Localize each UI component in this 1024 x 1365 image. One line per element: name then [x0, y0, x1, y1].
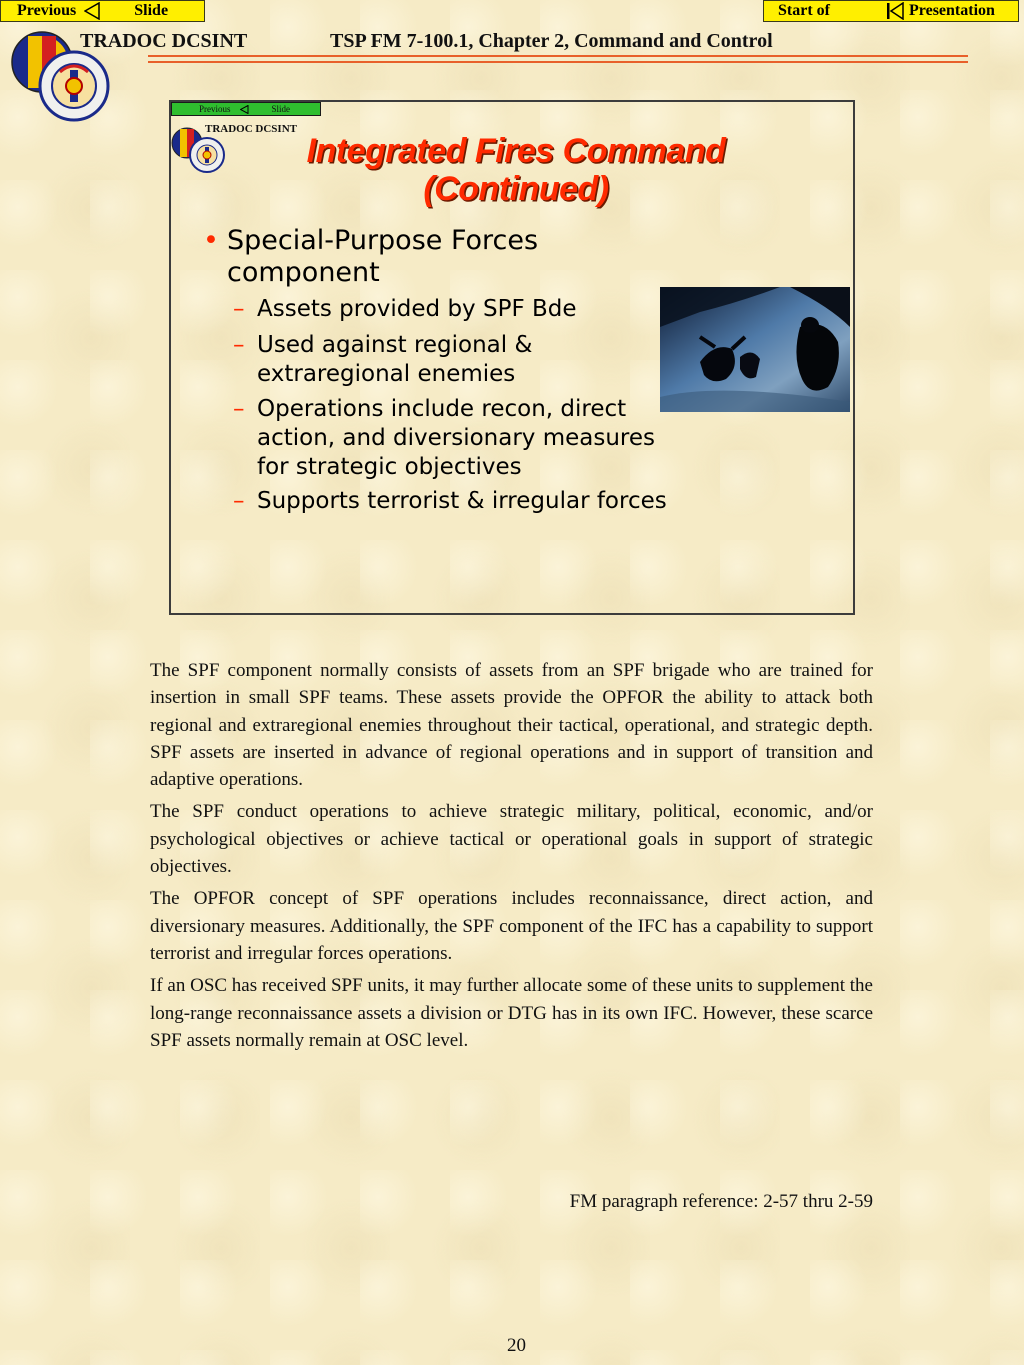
body-paragraph: If an OSC has received SPF units, it may further allocate some of these units to supplement the long-range reconnaissance assets a division or DTG has in its own IFC. However, these scarce SPF assets normally remain at OSC level.	[150, 975, 873, 1051]
sub-bullet	[233, 295, 593, 324]
slide-title	[211, 132, 821, 208]
fm-reference: FM paragraph reference: 2-57 thru 2-59	[569, 1191, 873, 1212]
body-paragraph: The SPF conduct operations to achieve strategic military, political, economic, and/or psychological objectives or achieve tactical or operational goals in support of strategic objectives.	[150, 801, 873, 878]
sub-bullet	[233, 395, 663, 482]
sub-bullet-text: Used against regional & extraregional enemies	[257, 332, 533, 387]
body-paragraph: The SPF component normally consists of assets from an SPF brigade who are trained for insertion in small SPF teams. These assets provide the OPFOR the ability to attack both regional and extraregional enemies throughout their tactical, operational, and strategic depth. SPF assets are inserted in advance of regional operations and in support of transition and adaptive operations.	[150, 660, 873, 791]
sub-bullet-text: Assets provided by SPF Bde	[257, 296, 577, 322]
sub-bullet-dash: –	[233, 296, 245, 322]
mini-triangle-left-icon	[240, 105, 249, 114]
skip-to-start-icon	[886, 2, 904, 20]
sub-bullet-dash: –	[233, 488, 245, 514]
slide-label: Slide	[134, 2, 169, 19]
header-doc-title: TSP FM 7-100.1, Chapter 2, Command and Control	[330, 30, 773, 52]
skydivers-photo	[660, 287, 850, 412]
slide-title-line2: (Continued)	[423, 170, 609, 208]
sub-bullet-dash: –	[233, 396, 245, 422]
start-of-presentation-button[interactable]	[763, 0, 1019, 22]
page-number: 20	[507, 1335, 526, 1356]
main-bullet-text: Special-Purpose Forces component	[227, 225, 539, 288]
sub-bullet-dash: –	[233, 332, 245, 358]
sub-bullet-text: Supports terrorist & irregular forces	[257, 488, 667, 514]
slide-org-label: TRADOC DCSINT	[205, 123, 297, 135]
presentation-label: Presentation	[909, 2, 995, 19]
mini-slide-label: Slide	[271, 104, 291, 114]
slide-panel	[169, 100, 855, 615]
header-divider	[148, 55, 968, 63]
previous-label: Previous	[17, 2, 77, 19]
triangle-left-icon	[84, 2, 100, 20]
main-bullet	[203, 225, 543, 289]
body-text	[150, 657, 873, 1059]
mini-nav-bar	[171, 102, 321, 116]
slide-title-line1: Integrated Fires Command	[306, 132, 726, 170]
previous-slide-button[interactable]	[0, 0, 205, 22]
bullet-dot: •	[203, 225, 219, 256]
header-org: TRADOC DCSINT	[80, 30, 248, 52]
mini-previous-label: Previous	[199, 104, 231, 114]
sub-bullet	[233, 487, 693, 516]
body-paragraph: The OPFOR concept of SPF operations includes reconnaissance, direct action, and diversionary measures. Additionally, the SPF component of the IFC has a capability to support terrorist and irregular forces operations.	[150, 888, 873, 964]
sub-bullet-text: Operations include recon, direct action, and diversionary measures for strategic objectives	[257, 396, 655, 480]
sub-bullet	[233, 331, 563, 389]
start-of-label: Start of	[778, 2, 830, 19]
